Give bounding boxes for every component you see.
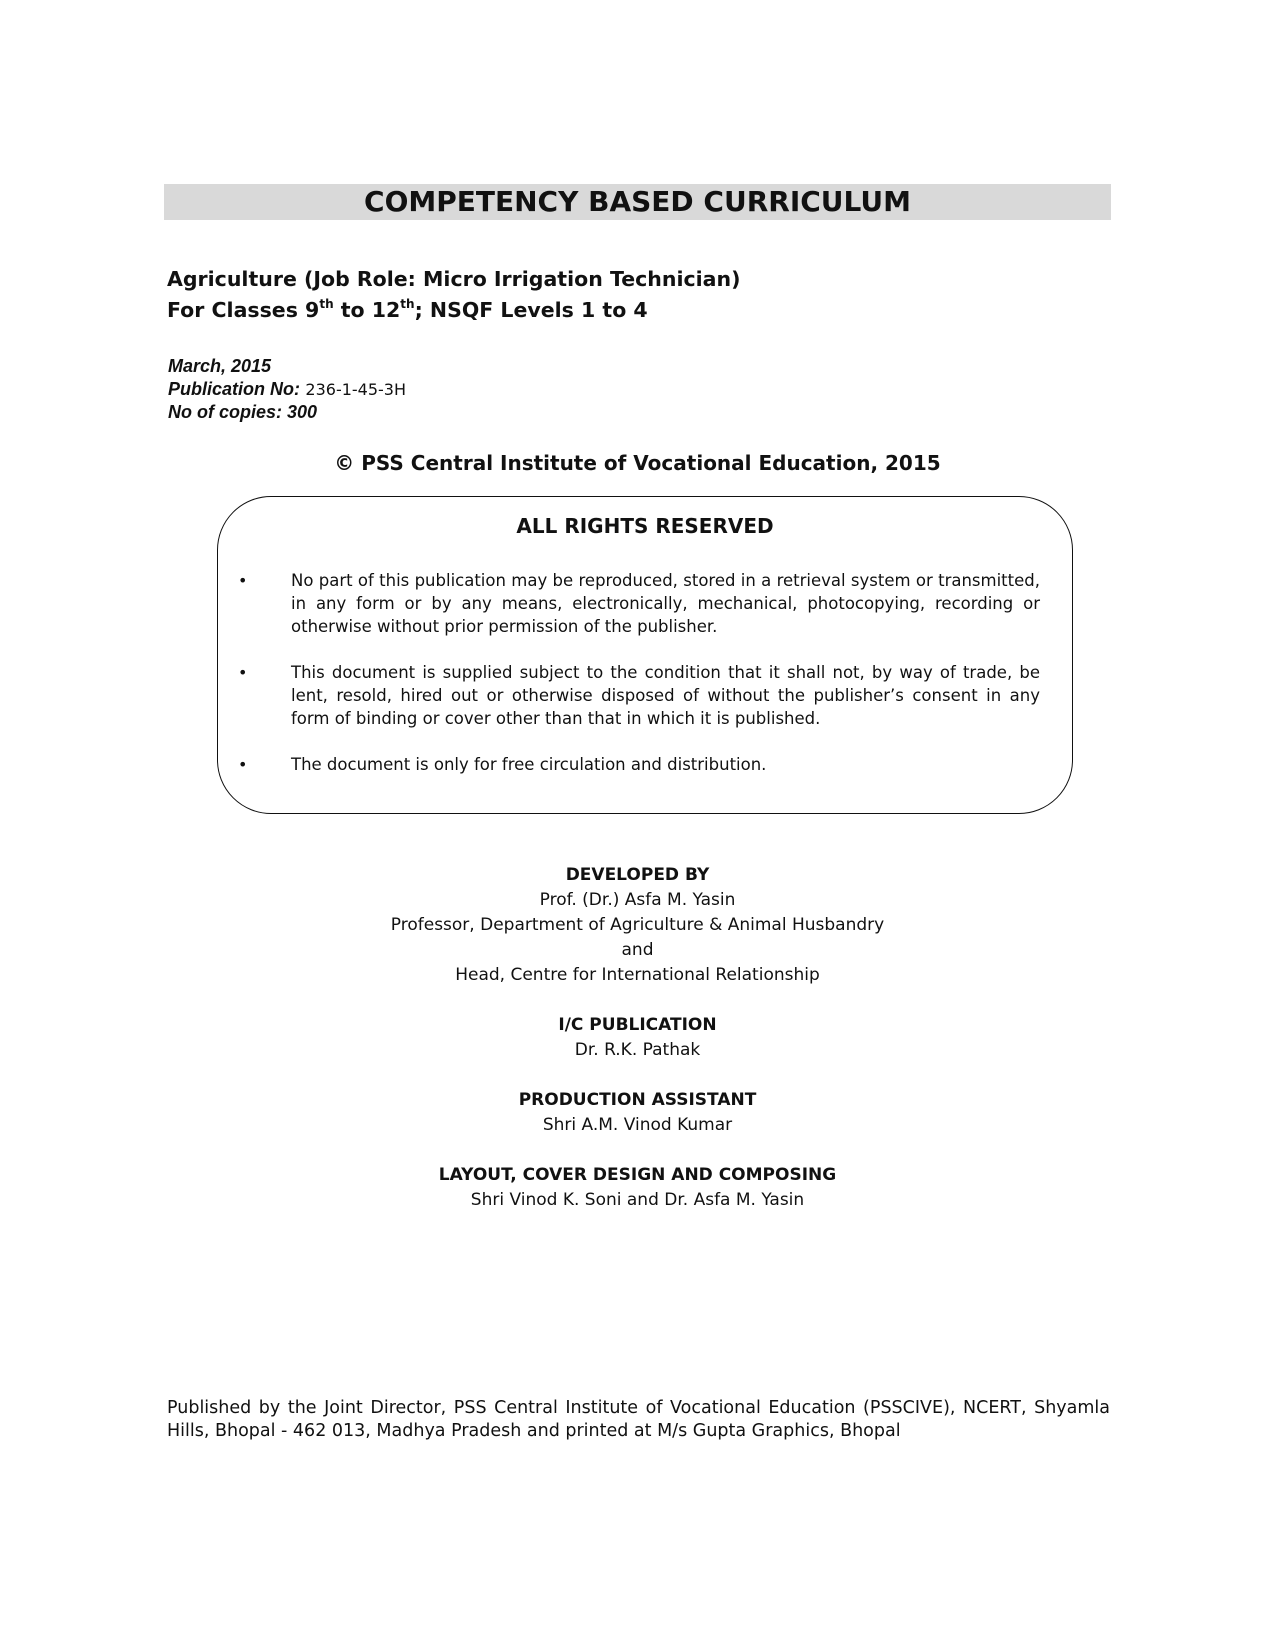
credits-line: Shri A.M. Vinod Kumar xyxy=(542,1115,733,1135)
credits-layout xyxy=(0,1163,1275,1213)
credits-heading: LAYOUT, COVER DESIGN AND COMPOSING xyxy=(438,1165,837,1185)
publisher-footer: Published by the Joint Director, PSS Central Institute of Vocational Education (PSSCIVE), NCERT, Shyamla Hills, Bhopal - 462 013, Madhya Pradesh and printed at M/s Gupta Graphics, Bhopal xyxy=(167,1398,1110,1441)
credits-ic-publication xyxy=(0,1013,1275,1063)
credits-line: Professor, Department of Agriculture & Animal Husbandry xyxy=(390,915,885,935)
subtitle-line-1: Agriculture (Job Role: Micro Irrigation Technician) xyxy=(167,267,741,291)
credits-line: Shri Vinod K. Soni and Dr. Asfa M. Yasin xyxy=(470,1190,805,1210)
list-item xyxy=(238,753,1040,776)
bullet-icon: • xyxy=(238,663,248,682)
rights-title: ALL RIGHTS RESERVED xyxy=(516,514,774,538)
list-item xyxy=(238,661,1040,730)
copies-count: No of copies: 300 xyxy=(168,402,318,422)
credits-heading: I/C PUBLICATION xyxy=(558,1015,717,1035)
credits-developed-by xyxy=(0,863,1275,988)
list-item-text: This document is supplied subject to the condition that it shall not, by way of trade, be lent, resold, hired out or otherwise disposed of without the publisher’s consent in any form of binding or cover other than that in which it is published. xyxy=(291,663,1040,728)
list-item-text: The document is only for free circulation and distribution. xyxy=(291,755,767,774)
rights-box xyxy=(217,496,1073,814)
page-title: COMPETENCY BASED CURRICULUM xyxy=(164,184,1111,220)
credits-heading: DEVELOPED BY xyxy=(565,865,710,885)
subtitle-classes-mid: to 12 xyxy=(333,298,401,322)
subtitle-nsqf-levels: ; NSQF Levels 1 to 4 xyxy=(414,298,648,322)
bullet-icon: • xyxy=(238,755,248,774)
credits-line: Dr. R.K. Pathak xyxy=(574,1040,701,1060)
publication-number-label: Publication No: xyxy=(168,379,300,399)
credits-production-assistant xyxy=(0,1088,1275,1138)
subtitle-line-2 xyxy=(167,295,740,326)
credits-line: Head, Centre for International Relationship xyxy=(455,965,820,985)
publication-date: March, 2015 xyxy=(168,356,272,376)
credits-line: and xyxy=(621,940,654,960)
subtitle-superscript-1: th xyxy=(319,297,334,311)
bullet-icon: • xyxy=(238,571,248,590)
list-item xyxy=(238,569,1040,638)
rights-list xyxy=(238,569,1040,799)
credits-heading: PRODUCTION ASSISTANT xyxy=(518,1090,757,1110)
list-item-text: No part of this publication may be reproduced, stored in a retrieval system or transmitted, in any form or by any means, electronically, mechanical, photocopying, recording or otherwise without prior permission of the publisher. xyxy=(291,571,1040,636)
copyright-notice: © PSS Central Institute of Vocational Education, 2015 xyxy=(334,451,941,475)
subtitle-superscript-2: th xyxy=(400,297,415,311)
subtitle-classes-prefix: For Classes 9 xyxy=(167,298,320,322)
credits xyxy=(0,863,1275,1238)
credits-line: Prof. (Dr.) Asfa M. Yasin xyxy=(539,890,736,910)
subtitle xyxy=(167,264,740,326)
publication-number-value: 236-1-45-3H xyxy=(305,380,407,399)
publication-meta xyxy=(168,355,406,424)
